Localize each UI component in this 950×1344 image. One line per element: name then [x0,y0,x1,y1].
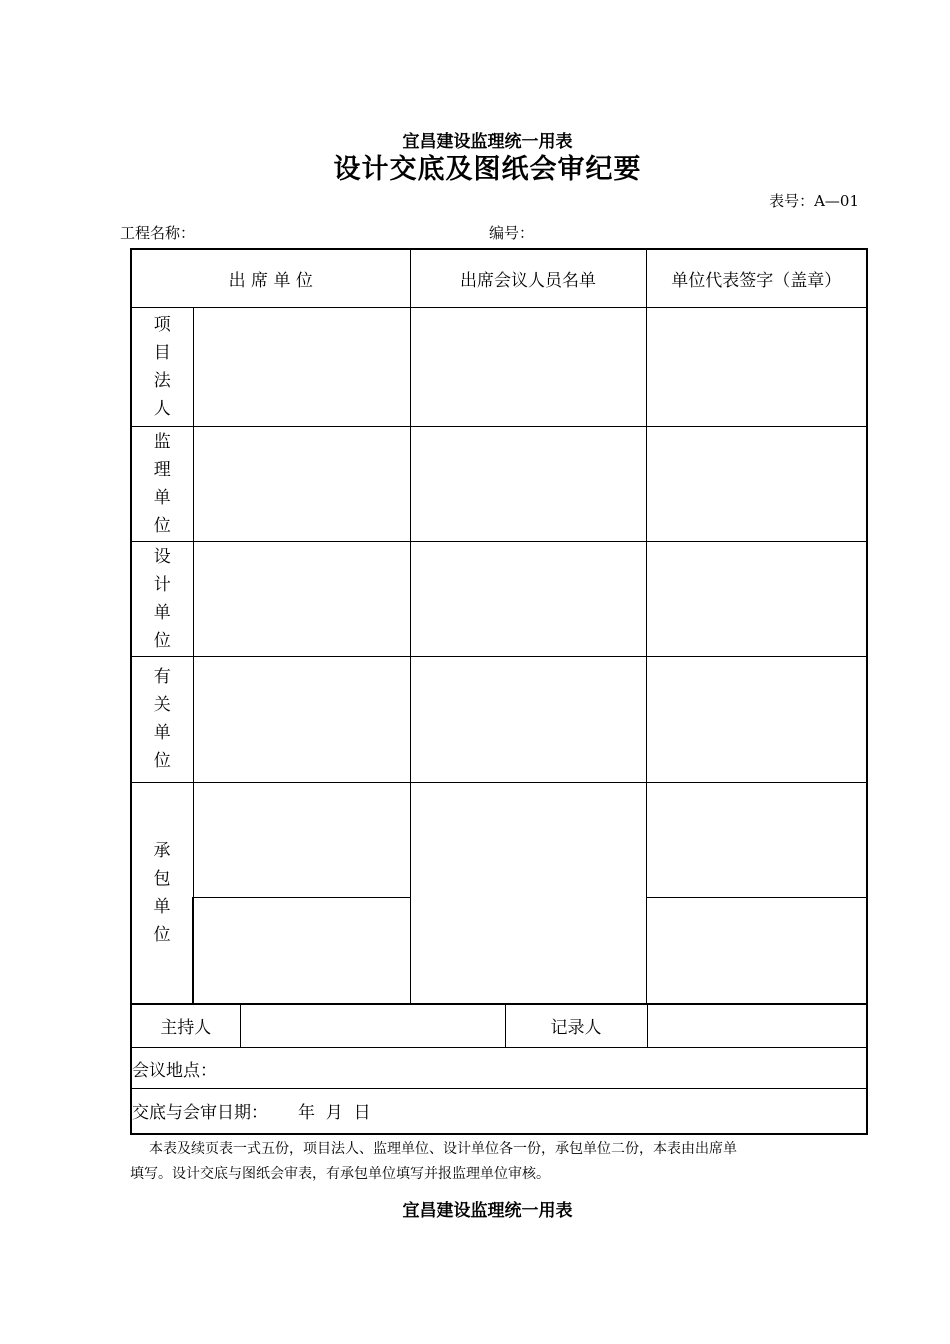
date-label: 交底与会审日期： [132,1103,268,1124]
attendee-names-cell[interactable] [410,782,646,1004]
table-row-project-owner [131,307,867,426]
attendee-names-cell[interactable] [410,426,646,541]
bottom-title: 宜昌建设监理统一用表 [402,1201,573,1221]
unit-name-cell[interactable] [193,897,410,1004]
table-row-supervisor [131,426,867,541]
row-label-supervisor: 监 理 单 位 [131,426,193,541]
attendance-table [130,248,868,1005]
table-row-related [131,656,867,782]
unit-name-cell[interactable] [193,307,410,426]
form-note [130,1137,860,1187]
signature-cell[interactable] [646,656,867,782]
host-recorder-row [131,1004,867,1048]
location-row [131,1048,867,1089]
table-row-design [131,541,867,656]
note-line-2: 填写。设计交底与图纸会审表，有承包单位填写并报监理单位审核。 [130,1166,550,1182]
location-field[interactable] [131,1048,867,1089]
note-line-1: 本表及续页表一式五份，项目法人、监理单位、设计单位各一份，承包单位二份，本表由出席单 [149,1141,737,1157]
signature-cell[interactable] [646,782,867,897]
table-row-contractor [131,782,867,897]
date-units: 年 月 日 [298,1103,371,1124]
signature-cell[interactable] [646,541,867,656]
row-label-project-owner: 项 目 法 人 [131,307,193,426]
unit-name-cell[interactable] [193,782,410,897]
project-name-label: 工程名称： [120,224,196,242]
recorder-label: 记录人 [505,1004,647,1048]
date-row [131,1089,867,1134]
recorder-field[interactable] [647,1004,867,1048]
unit-name-cell[interactable] [193,426,410,541]
unit-name-cell[interactable] [193,656,410,782]
page-title: 设计交底及图纸会审纪要 [333,154,642,185]
column-header-attendees: 出席会议人员名单 [410,249,646,307]
row-label-related: 有 关 单 位 [131,656,193,782]
serial-number-label: 编号： [489,224,535,242]
form-supertitle: 宜昌建设监理统一用表 [402,132,573,152]
location-label: 会议地点： [132,1060,217,1081]
row-label-design: 设 计 单 位 [131,541,193,656]
table-header-row [131,249,867,307]
host-label: 主持人 [131,1004,240,1048]
signature-cell[interactable] [646,307,867,426]
host-field[interactable] [240,1004,505,1048]
column-header-signature: 单位代表签字（盖章） [646,249,867,307]
column-header-unit: 出 席 单 位 [131,249,410,307]
attendee-names-cell[interactable] [410,307,646,426]
unit-name-cell[interactable] [193,541,410,656]
row-label-contractor: 承 包 单 位 [131,782,193,1004]
date-field[interactable] [131,1089,867,1134]
signature-cell[interactable] [646,897,867,1004]
attendee-names-cell[interactable] [410,541,646,656]
form-number: 表号：A—01 [769,192,859,210]
meeting-info-table [130,1003,868,1135]
signature-cell[interactable] [646,426,867,541]
attendee-names-cell[interactable] [410,656,646,782]
